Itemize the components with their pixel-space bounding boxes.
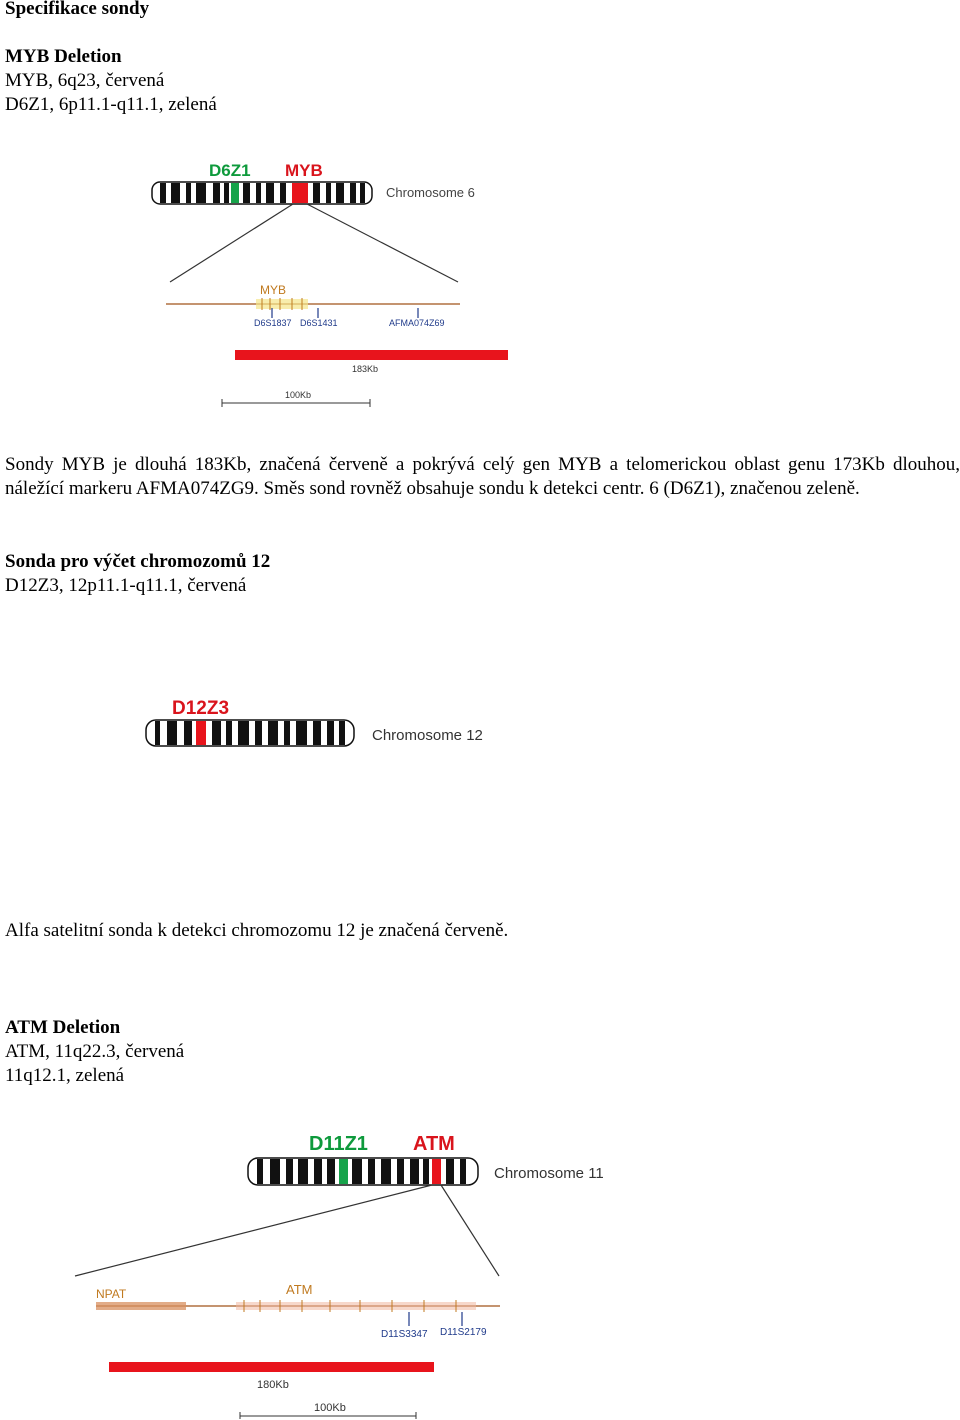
npat-gene-label: NPAT <box>96 1287 127 1301</box>
label-d11z1: D11Z1 <box>309 1133 368 1155</box>
chromosome-12-ideogram <box>146 720 354 746</box>
atm-probe-size: 180Kb <box>257 1379 289 1391</box>
marker-d6s1837: D6S1837 <box>254 318 292 328</box>
atm-line2: 11q12.1, zelená <box>5 1065 125 1086</box>
marker-d11s3347: D11S3347 <box>381 1329 428 1340</box>
myb-title: MYB Deletion <box>5 46 122 67</box>
marker-afma074z69: AFMA074Z69 <box>389 318 445 328</box>
chr12-title: Sonda pro výčet chromozomů 12 <box>5 551 271 572</box>
chr12-probe-diagram <box>140 690 520 760</box>
atm-scale-label: 100Kb <box>314 1402 346 1414</box>
label-atm: ATM <box>413 1133 455 1155</box>
marker-d6s1431: D6S1431 <box>300 318 338 328</box>
marker-d11s2179: D11S2179 <box>440 1327 487 1338</box>
atm-gene-label: ATM <box>286 1282 313 1297</box>
myb-probe-size: 183Kb <box>352 364 379 374</box>
atm-line1: ATM, 11q22.3, červená <box>5 1041 185 1062</box>
chromosome-6-label: Chromosome 6 <box>386 185 475 200</box>
myb-description: Sondy MYB je dlouhá 183Kb, značená červeně a pokrývá celý gen MYB a telomerickou oblast genu 173Kb dlouhou, náležící markeru AFMA074ZG9. Směs sond rovněž obsahuje sondu k detekci centr. 6 (D6Z1), značenou zeleně. <box>5 454 960 499</box>
myb-line1: MYB, 6q23, červená <box>5 70 165 91</box>
page-heading: Specifikace sondy <box>5 0 150 19</box>
chromosome-11-ideogram <box>248 1158 478 1185</box>
label-d6z1: D6Z1 <box>209 161 251 180</box>
chromosome-6-ideogram <box>152 182 372 204</box>
atm-probe-diagram <box>70 1125 630 1420</box>
label-myb: MYB <box>285 161 323 180</box>
atm-probe-bar <box>109 1362 434 1372</box>
atm-title: ATM Deletion <box>5 1017 121 1038</box>
myb-probe-diagram <box>140 150 540 415</box>
chr12-description: Alfa satelitní sonda k detekci chromozomu 12 je značená červeně. <box>5 920 509 941</box>
myb-probe-bar <box>235 350 508 360</box>
chr12-line1: D12Z3, 12p11.1-q11.1, červená <box>5 575 247 596</box>
myb-line2: D6Z1, 6p11.1-q11.1, zelená <box>5 94 217 115</box>
chromosome-12-label: Chromosome 12 <box>372 727 483 744</box>
label-d12z3: D12Z3 <box>172 698 230 719</box>
myb-scale-label: 100Kb <box>285 390 312 400</box>
myb-gene-label: MYB <box>260 283 287 297</box>
chromosome-11-label: Chromosome 11 <box>494 1165 604 1182</box>
